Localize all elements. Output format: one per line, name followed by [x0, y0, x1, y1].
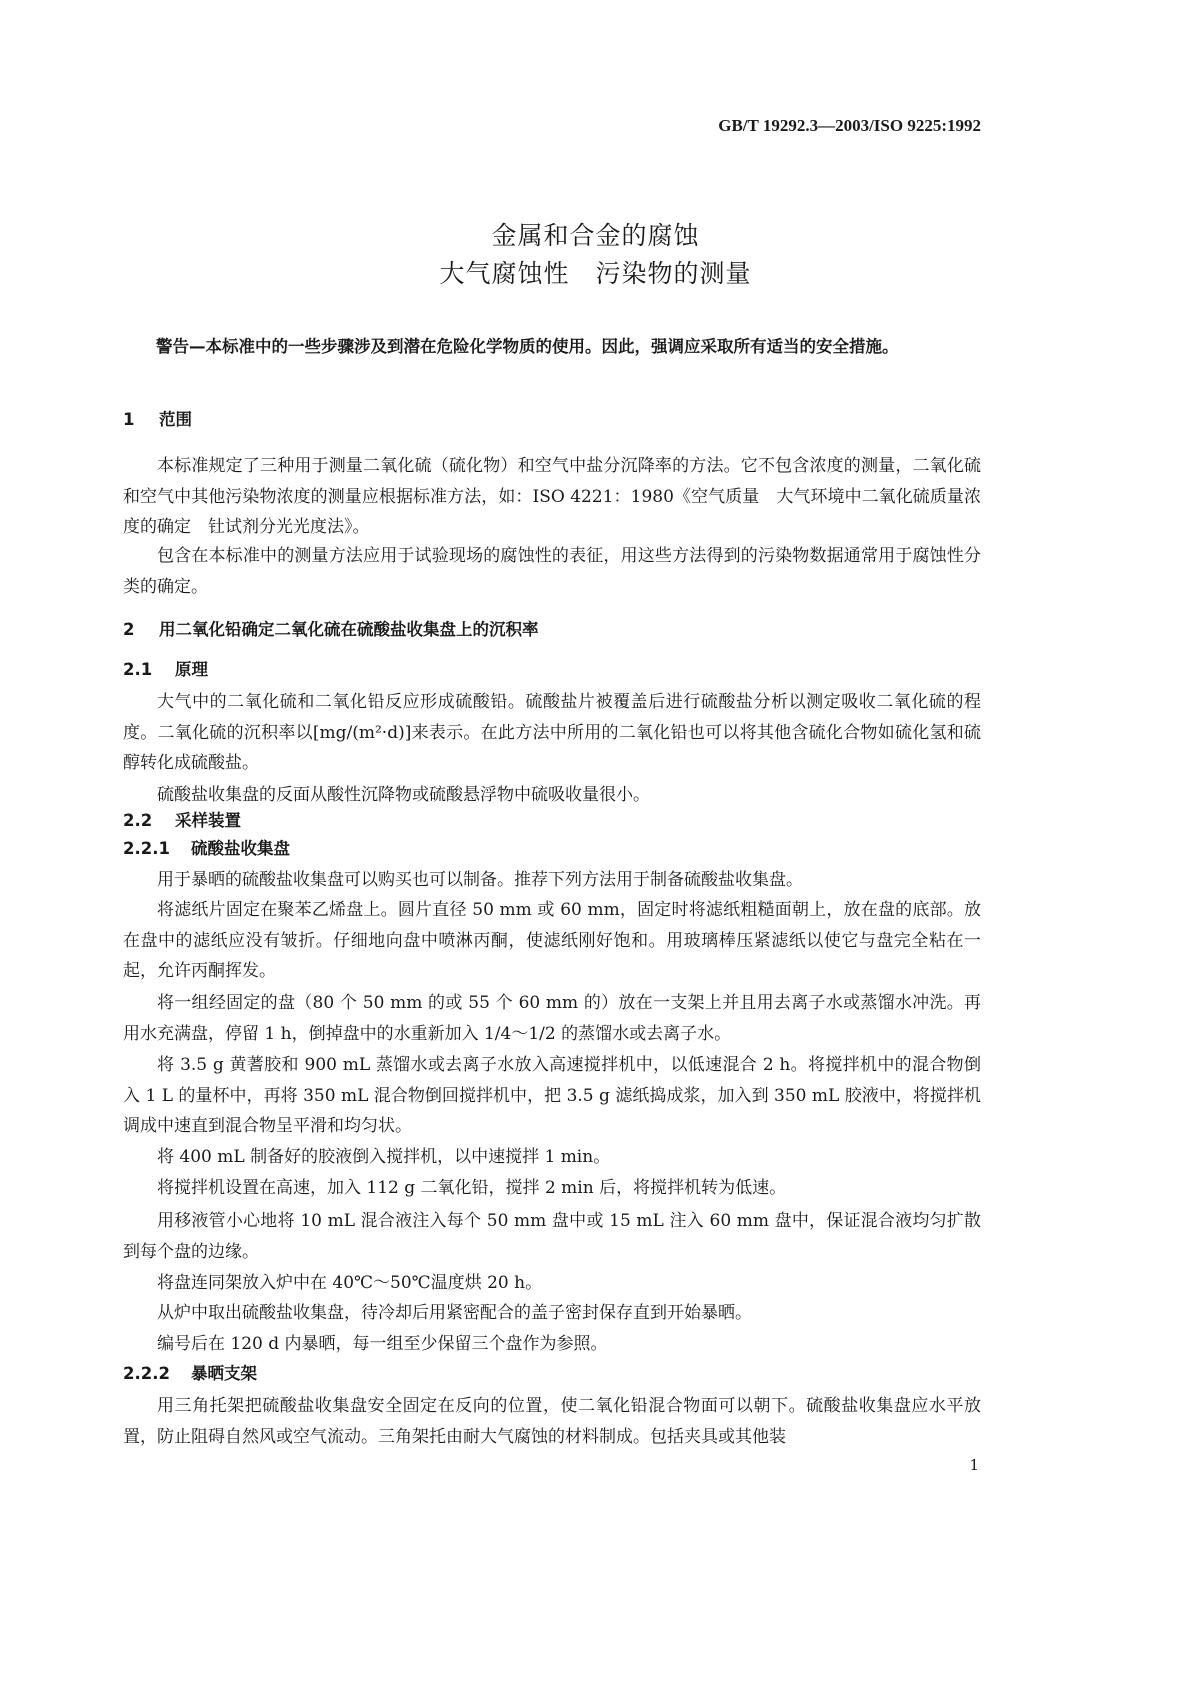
section-title: 范围 — [159, 410, 192, 429]
paragraph: 将 3.5 g 黄蓍胶和 900 mL 蒸馏水或去离子水放入高速搅拌机中，以低速混合 2 h。将搅拌机中的混合物倒入 1 L 的量杯中，再将 350 mL 混合物倒回搅拌机中，把 3.5 g 滤纸捣成浆，加入到 350 mL 胶液中，将搅拌机调成中速直到混合物呈平滑和均匀状。 — [123, 1055, 981, 1136]
section-2-2-heading — [123, 806, 981, 837]
section-2-2-1-heading — [123, 834, 981, 865]
paragraph: 包含在本标准中的测量方法应用于试验现场的腐蚀性的表征，用这些方法得到的污染物数据通常用于腐蚀性分类的确定。 — [123, 546, 981, 597]
standard-number-header: GB/T 19292.3—2003/ISO 9225:1992 — [718, 116, 981, 135]
paragraph: 用三角托架把硫酸盐收集盘安全固定在反向的位置，使二氧化铅混合物面可以朝下。硫酸盐收集盘应水平放置，防止阻碍自然风或空气流动。三角架托由耐大气腐蚀的材料制成。包括夹具或其他装 — [123, 1396, 981, 1447]
warning-text: 警告—本标准中的一些步骤涉及到潜在危险化学物质的使用。因此，强调应采取所有适当的安全措施。 — [156, 337, 899, 356]
paragraph: 从炉中取出硫酸盐收集盘，待冷却后用紧密配合的盖子密封保存直到开始暴晒。 — [157, 1303, 752, 1323]
paragraph: 用于暴晒的硫酸盐收集盘可以购买也可以制备。推荐下列方法用于制备硫酸盐收集盘。 — [157, 870, 803, 890]
document-title-line-2: 大气腐蚀性 污染物的测量 — [439, 259, 752, 288]
paragraph: 将一组经固定的盘（80 个 50 mm 的或 55 个 60 mm 的）放在一支架上并且用去离子水或蒸馏水冲洗。再用水充满盘，停留 1 h，倒掉盘中的水重新加入 1/4～1/2 的蒸馏水或去离子水。 — [123, 993, 981, 1044]
section-number: 2.2.2 — [123, 1364, 170, 1383]
section-2-heading — [123, 615, 981, 646]
section-title: 硫酸盐收集盘 — [191, 839, 290, 858]
page-number: 1 — [969, 1456, 979, 1474]
section-title: 采样装置 — [175, 811, 241, 830]
paragraph: 编号后在 120 d 内暴晒，每一组至少保留三个盘作为参照。 — [157, 1334, 608, 1354]
paragraph: 本标准规定了三种用于测量二氧化硫（硫化物）和空气中盐分沉降率的方法。它不包含浓度的测量，二氧化硫和空气中其他污染物浓度的测量应根据标准方法，如：ISO 4221：1980《空气质量 大气环境中二氧化硫质量浓度的确定 钍试剂分光光度法》。 — [123, 456, 981, 537]
paragraph: 硫酸盐收集盘的反面从酸性沉降物或硫酸悬浮物中硫吸收量很小。 — [157, 785, 650, 805]
section-1-heading — [123, 405, 981, 436]
paragraph: 将盘连同架放入炉中在 40℃～50℃温度烘 20 h。 — [157, 1273, 543, 1293]
paragraph: 将搅拌机设置在高速，加入 112 g 二氧化铅，搅拌 2 min 后，将搅拌机转为低速。 — [157, 1178, 787, 1198]
paragraph: 大气中的二氧化硫和二氧化铅反应形成硫酸铅。硫酸盐片被覆盖后进行硫酸盐分析以测定吸收二氧化硫的程度。二氧化硫的沉积率以[mg/(m²·d)]来表示。在此方法中所用的二氧化铅也可以将其他含硫化合物如硫化氢和硫醇转化成硫酸盐。 — [123, 692, 981, 773]
section-title: 用二氧化铅确定二氧化硫在硫酸盐收集盘上的沉积率 — [159, 620, 539, 639]
paragraph: 将滤纸片固定在聚苯乙烯盘上。圆片直径 50 mm 或 60 mm，固定时将滤纸粗糙面朝上，放在盘的底部。放在盘中的滤纸应没有皱折。仔细地向盘中喷淋丙酮，使滤纸刚好饱和。用玻璃棒压紧滤纸以使它与盘完全粘在一起，允许丙酮挥发。 — [123, 900, 981, 981]
section-title: 原理 — [175, 660, 208, 679]
section-number: 1 — [123, 410, 135, 429]
paragraph: 将 400 mL 制备好的胶液倒入搅拌机，以中速搅拌 1 min。 — [157, 1147, 611, 1167]
section-title: 暴晒支架 — [191, 1364, 257, 1383]
section-number: 2.2 — [123, 811, 153, 830]
paragraph: 用移液管小心地将 10 mL 混合液注入每个 50 mm 盘中或 15 mL 注入 60 mm 盘中，保证混合液均匀扩散到每个盘的边缘。 — [123, 1211, 981, 1262]
section-number: 2 — [123, 620, 135, 639]
section-number: 2.2.1 — [123, 839, 170, 858]
section-2-2-2-heading — [123, 1359, 981, 1390]
section-number: 2.1 — [123, 660, 153, 679]
section-2-1-heading — [123, 655, 981, 686]
document-title-line-1: 金属和合金的腐蚀 — [491, 221, 700, 250]
